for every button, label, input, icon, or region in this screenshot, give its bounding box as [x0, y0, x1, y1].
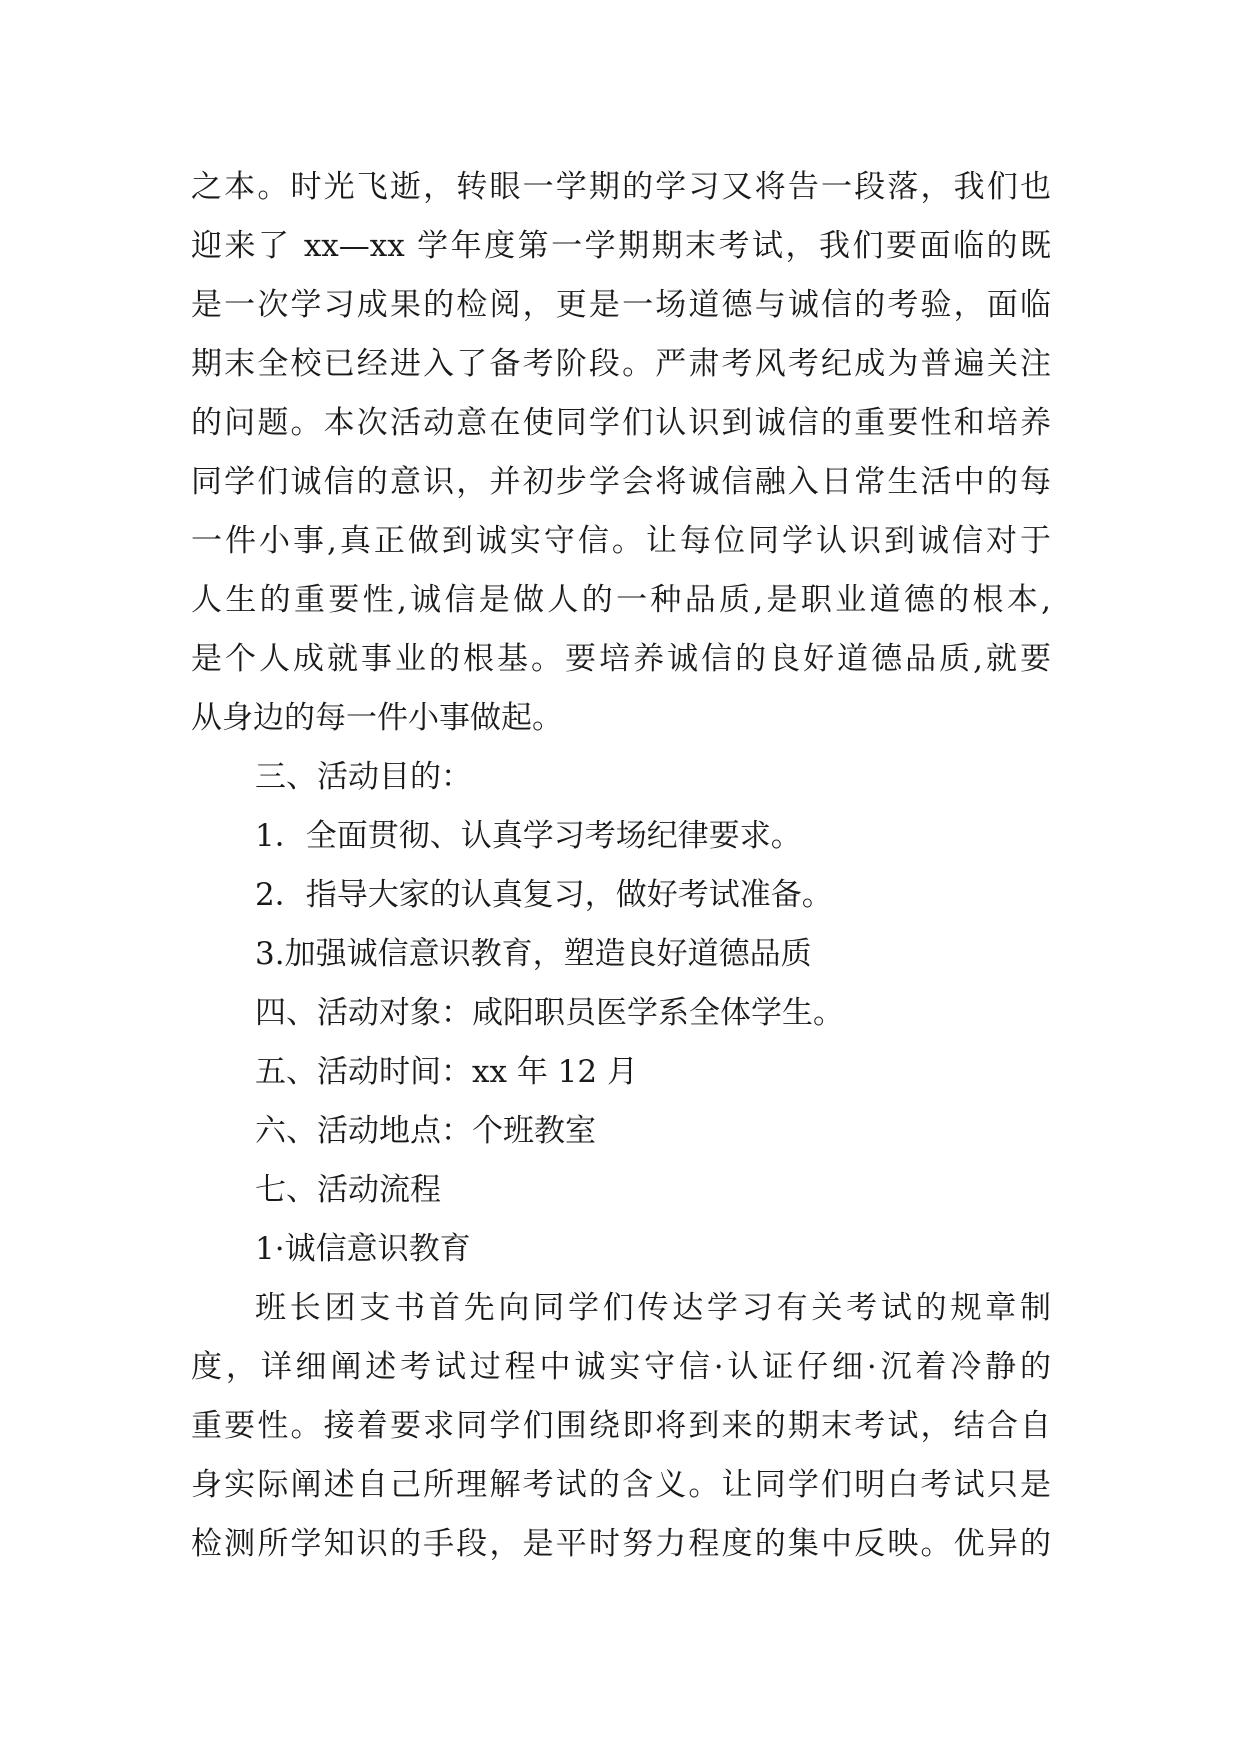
- paragraph-line: 人生的重要性,诚信是做人的一种品质,是职业道德的根本,: [191, 582, 1051, 618]
- paragraph-line: 检测所学知识的手段，是平时努力程度的集中反映。优异的: [191, 1526, 1051, 1562]
- paragraph-line: 是一次学习成果的检阅，更是一场道德与诚信的考验，面临: [191, 287, 1051, 323]
- paragraph-line: 是个人成就事业的根基。要培养诚信的良好道德品质,就要: [191, 641, 1051, 677]
- purpose-item: 2．指导大家的认真复习，做好考试准备。: [255, 877, 833, 913]
- paragraph-line: 同学们诚信的意识，并初步学会将诚信融入日常生活中的每: [191, 464, 1051, 500]
- section-heading-purpose: 三、活动目的：: [255, 759, 472, 795]
- paragraph-line: 之本。时光飞逝，转眼一学期的学习又将告一段落，我们也: [191, 169, 1051, 205]
- section-heading-audience: 四、活动对象：咸阳职员医学系全体学生。: [255, 995, 844, 1031]
- purpose-item: 1．全面贯彻、认真学习考场纪律要求。: [255, 818, 802, 854]
- paragraph-line: 一件小事,真正做到诚实守信。让每位同学认识到诚信对于: [191, 523, 1051, 559]
- process-subheading: 1·诚信意识教育: [255, 1231, 471, 1267]
- paragraph-line: 的问题。本次活动意在使同学们认识到诚信的重要性和培养: [191, 405, 1051, 441]
- paragraph-line: 度，详细阐述考试过程中诚实守信·认证仔细·沉着冷静的: [191, 1349, 1051, 1385]
- paragraph-line: 从身边的每一件小事做起。: [191, 700, 563, 736]
- section-heading-time: 五、活动时间：xx 年 12 月: [255, 1054, 638, 1090]
- paragraph-line: 迎来了 xx—xx 学年度第一学期期末考试，我们要面临的既: [191, 228, 1051, 264]
- section-heading-location: 六、活动地点：个班教室: [255, 1113, 596, 1149]
- paragraph-line: 重要性。接着要求同学们围绕即将到来的期末考试，结合自: [191, 1408, 1051, 1444]
- paragraph-line: 期末全校已经进入了备考阶段。严肃考风考纪成为普遍关注: [191, 346, 1051, 382]
- paragraph-line: 班长团支书首先向同学们传达学习有关考试的规章制: [255, 1290, 1051, 1326]
- document-body: [191, 158, 1051, 1574]
- paragraph-intro: [191, 158, 1051, 748]
- paragraph-process: [191, 1279, 1051, 1574]
- section-heading-process: 七、活动流程: [255, 1172, 441, 1208]
- purpose-item: 3.加强诚信意识教育，塑造良好道德品质: [255, 936, 812, 972]
- paragraph-line: 身实际阐述自己所理解考试的含义。让同学们明白考试只是: [191, 1467, 1051, 1503]
